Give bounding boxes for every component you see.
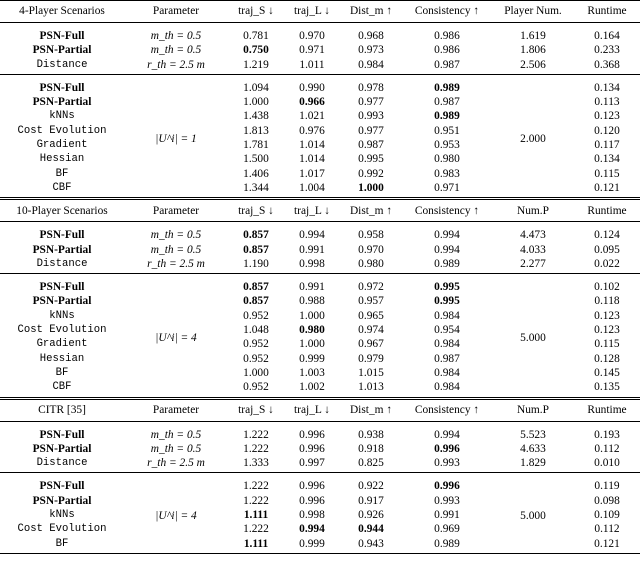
consistency-cell: 0.994: [434, 428, 460, 441]
dist-m-cell: 1.015: [358, 366, 384, 379]
section-header-4-player: [0, 1, 640, 23]
section-header-citr: [0, 398, 640, 421]
consistency-cell: 0.989: [434, 81, 460, 94]
parameter-cell: r_th = 2.5 m: [147, 58, 205, 71]
traj-l-cell: 0.970: [299, 30, 325, 42]
traj-s-cell: 1.333: [243, 457, 269, 470]
runtime-cell: 0.102: [594, 281, 620, 294]
runtime-cell: 0.112: [594, 442, 620, 455]
method-cell-psn-full: PSN-Full: [39, 229, 85, 242]
consistency-cell: 0.984: [434, 309, 460, 322]
consistency-cell: 0.987: [434, 58, 460, 71]
dist-m-cell: 0.992: [358, 167, 384, 180]
runtime-cell: 0.113: [594, 96, 620, 109]
runtime-cell: 0.115: [594, 167, 620, 180]
header-traj-s: traj_S ↓: [228, 398, 284, 421]
method-cell-gradient: Gradient: [36, 338, 88, 351]
traj-l-cell: 1.000: [299, 309, 325, 322]
parameter-cell: m_th = 0.5: [150, 229, 202, 242]
runtime-cell: 0.098: [594, 494, 620, 507]
runtime-cell: 0.123: [594, 309, 620, 322]
consistency-cell: 0.986: [434, 30, 460, 42]
traj-l-cell: 0.999: [299, 352, 325, 365]
parameter-cell: m_th = 0.5: [150, 428, 202, 441]
traj-l-cell: 1.014: [299, 153, 325, 166]
traj-l-cell: 1.002: [299, 381, 325, 394]
consistency-cell: 0.984: [434, 338, 460, 351]
consistency-cell: 0.980: [434, 153, 460, 166]
table-row: [0, 23, 640, 44]
consistency-cell: 0.989: [434, 110, 460, 123]
runtime-cell: 0.121: [594, 537, 620, 550]
traj-s-cell: 0.750: [243, 44, 269, 57]
consistency-cell: 0.994: [434, 243, 460, 256]
consistency-cell: 0.984: [434, 381, 460, 394]
runtime-cell: 0.119: [594, 480, 620, 493]
traj-l-cell: 0.996: [299, 480, 325, 493]
header-traj-s: traj_S ↓: [228, 199, 284, 222]
method-cell-bf: BF: [55, 366, 69, 379]
parameter-cell: |U^i| = 4: [155, 510, 197, 523]
player-num-cell: 5.000: [520, 510, 546, 523]
method-cell-distance: Distance: [36, 58, 88, 71]
method-cell-psn-full: PSN-Full: [39, 428, 85, 441]
header-traj-l: traj_L ↓: [284, 398, 340, 421]
dist-m-cell: 0.984: [358, 58, 384, 71]
dist-m-cell: 0.943: [358, 537, 384, 550]
table-row: [0, 222, 640, 243]
parameter-cell: |U^i| = 1: [155, 132, 197, 145]
dist-m-cell: 1.000: [358, 181, 384, 194]
runtime-cell: 0.145: [594, 366, 620, 379]
dist-m-cell: 0.980: [358, 257, 384, 270]
traj-l-cell: 0.971: [299, 44, 325, 57]
group-fixed-size-methods: [0, 473, 640, 553]
method-cell-cbf: CBF: [52, 181, 72, 194]
consistency-cell: 0.996: [434, 480, 460, 493]
group-threshold-methods: [0, 421, 640, 473]
traj-s-cell: 1.781: [243, 139, 269, 152]
runtime-cell: 0.117: [594, 139, 620, 152]
player-num-cell: 1.619: [520, 30, 546, 42]
dist-m-cell: 0.944: [358, 523, 384, 536]
consistency-cell: 0.994: [434, 229, 460, 242]
traj-l-cell: 0.980: [299, 324, 325, 337]
header-dist-m: Dist_m ↑: [340, 398, 402, 421]
traj-l-cell: 1.014: [299, 139, 325, 152]
runtime-cell: 0.134: [594, 81, 620, 94]
player-num-cell: 4.473: [520, 229, 546, 242]
parameter-cell: |U^i| = 4: [155, 332, 197, 345]
runtime-cell: 0.233: [594, 44, 620, 57]
header-runtime: Runtime: [574, 199, 640, 222]
player-num-cell: 5.523: [520, 428, 546, 441]
traj-l-cell: 1.021: [299, 110, 325, 123]
header-consistency: Consistency ↑: [402, 398, 492, 421]
player-num-cell: 4.633: [520, 442, 546, 455]
traj-l-cell: 0.998: [299, 509, 325, 522]
group-fixed-size-methods: [0, 274, 640, 398]
consistency-cell: 0.986: [434, 44, 460, 57]
method-cell-psn-full: PSN-Full: [39, 281, 85, 294]
method-cell-cbf: CBF: [52, 381, 72, 394]
header-num-p: Num.P: [492, 398, 574, 421]
dist-m-cell: 1.013: [358, 381, 384, 394]
method-cell-distance: Distance: [36, 457, 88, 470]
runtime-cell: 0.109: [594, 509, 620, 522]
method-cell-psn-partial: PSN-Partial: [32, 494, 92, 507]
method-cell-psn-full: PSN-Full: [39, 30, 85, 42]
traj-l-cell: 0.996: [299, 442, 325, 455]
traj-l-cell: 1.011: [299, 58, 325, 71]
traj-s-cell: 1.190: [243, 257, 269, 270]
dist-m-cell: 0.977: [358, 96, 384, 109]
traj-s-cell: 0.781: [243, 30, 269, 42]
consistency-cell: 0.984: [434, 366, 460, 379]
traj-s-cell: 0.857: [243, 281, 269, 294]
traj-l-cell: 0.994: [299, 523, 325, 536]
header-parameter: Parameter: [124, 398, 228, 421]
consistency-cell: 0.996: [434, 442, 460, 455]
dist-m-cell: 0.968: [358, 30, 384, 42]
dist-m-cell: 0.965: [358, 309, 384, 322]
player-num-cell: 2.506: [520, 58, 546, 71]
traj-s-cell: 1.222: [243, 480, 269, 493]
parameter-cell: m_th = 0.5: [150, 442, 202, 455]
traj-l-cell: 0.997: [299, 457, 325, 470]
traj-l-cell: 1.000: [299, 338, 325, 351]
header-dist-m: Dist_m ↑: [340, 1, 402, 23]
dist-m-cell: 0.977: [358, 124, 384, 137]
runtime-cell: 0.368: [594, 58, 620, 71]
consistency-cell: 0.987: [434, 352, 460, 365]
consistency-cell: 0.969: [434, 523, 460, 536]
section-header-10-player: [0, 199, 640, 222]
traj-l-cell: 0.966: [299, 96, 325, 109]
dist-m-cell: 0.993: [358, 110, 384, 123]
traj-s-cell: 1.344: [243, 181, 269, 194]
method-cell-psn-partial: PSN-Partial: [32, 243, 92, 256]
dist-m-cell: 0.973: [358, 44, 384, 57]
table-row: [0, 43, 640, 57]
consistency-cell: 0.993: [434, 457, 460, 470]
header-parameter: Parameter: [124, 199, 228, 222]
dist-m-cell: 0.995: [358, 153, 384, 166]
traj-l-cell: 0.988: [299, 295, 325, 308]
traj-s-cell: 1.219: [243, 58, 269, 71]
traj-s-cell: 1.406: [243, 167, 269, 180]
dist-m-cell: 0.922: [358, 480, 384, 493]
header-traj-l: traj_L ↓: [284, 1, 340, 23]
parameter-cell: m_th = 0.5: [150, 30, 202, 42]
header-dist-m: Dist_m ↑: [340, 199, 402, 222]
runtime-cell: 0.123: [594, 324, 620, 337]
table-row: [0, 58, 640, 75]
consistency-cell: 0.989: [434, 537, 460, 550]
header-traj-l: traj_L ↓: [284, 199, 340, 222]
runtime-cell: 0.022: [594, 257, 620, 270]
dist-m-cell: 0.970: [358, 243, 384, 256]
traj-l-cell: 0.991: [299, 243, 325, 256]
consistency-cell: 0.971: [434, 181, 460, 194]
traj-s-cell: 1.813: [243, 124, 269, 137]
traj-s-cell: 0.952: [243, 309, 269, 322]
group-fixed-size-methods: [0, 74, 640, 198]
consistency-cell: 0.989: [434, 257, 460, 270]
method-cell-bf: BF: [55, 537, 69, 550]
consistency-cell: 0.987: [434, 96, 460, 109]
consistency-cell: 0.993: [434, 494, 460, 507]
consistency-cell: 0.983: [434, 167, 460, 180]
consistency-cell: 0.954: [434, 324, 460, 337]
method-cell-cost-evolution: Cost Evolution: [17, 523, 107, 536]
traj-s-cell: 1.048: [243, 324, 269, 337]
traj-l-cell: 0.996: [299, 428, 325, 441]
traj-s-cell: 1.222: [243, 494, 269, 507]
table-row: [0, 257, 640, 274]
runtime-cell: 0.128: [594, 352, 620, 365]
header-consistency: Consistency ↑: [402, 199, 492, 222]
traj-s-cell: 1.000: [243, 366, 269, 379]
player-num-cell: 1.806: [520, 44, 546, 57]
runtime-cell: 0.123: [594, 110, 620, 123]
runtime-cell: 0.121: [594, 181, 620, 194]
traj-l-cell: 0.990: [299, 81, 325, 94]
traj-l-cell: 1.004: [299, 181, 325, 194]
method-cell-bf: BF: [55, 167, 69, 180]
header-num-p: Num.P: [492, 199, 574, 222]
table-row: [0, 456, 640, 473]
method-cell-psn-full: PSN-Full: [39, 81, 85, 94]
traj-l-cell: 0.976: [299, 124, 325, 137]
traj-s-cell: 1.111: [243, 537, 269, 550]
consistency-cell: 0.951: [434, 124, 460, 137]
group-threshold-methods: [0, 23, 640, 75]
header-parameter: Parameter: [124, 1, 228, 23]
traj-s-cell: 0.952: [243, 338, 269, 351]
method-cell-hessian: Hessian: [39, 153, 85, 166]
player-num-cell: 2.277: [520, 257, 546, 270]
table-row: [0, 243, 640, 257]
traj-s-cell: 1.222: [243, 523, 269, 536]
parameter-cell: r_th = 2.5 m: [147, 257, 205, 270]
table-row: [0, 274, 640, 295]
traj-l-cell: 1.003: [299, 366, 325, 379]
traj-s-cell: 1.438: [243, 110, 269, 123]
consistency-cell: 0.995: [434, 281, 460, 294]
method-cell-knns: kNNs: [49, 110, 75, 123]
method-cell-distance: Distance: [36, 257, 88, 270]
parameter-cell: m_th = 0.5: [150, 44, 202, 57]
runtime-cell: 0.124: [594, 229, 620, 242]
traj-l-cell: 0.999: [299, 537, 325, 550]
traj-s-cell: 1.222: [243, 428, 269, 441]
header-scenario: 10-Player Scenarios: [0, 199, 124, 222]
runtime-cell: 0.112: [594, 523, 620, 536]
player-num-cell: 5.000: [520, 332, 546, 345]
table-row: [0, 442, 640, 456]
traj-l-cell: 0.996: [299, 494, 325, 507]
runtime-cell: 0.193: [594, 428, 620, 441]
dist-m-cell: 0.825: [358, 457, 384, 470]
method-cell-knns: kNNs: [49, 509, 75, 522]
traj-l-cell: 0.991: [299, 281, 325, 294]
traj-s-cell: 0.857: [243, 295, 269, 308]
traj-s-cell: 1.111: [243, 509, 269, 522]
consistency-cell: 0.991: [434, 509, 460, 522]
runtime-cell: 0.134: [594, 153, 620, 166]
dist-m-cell: 0.987: [358, 139, 384, 152]
group-threshold-methods: [0, 222, 640, 274]
header-traj-s: traj_S ↓: [228, 1, 284, 23]
runtime-cell: 0.115: [594, 338, 620, 351]
method-cell-cost-evolution: Cost Evolution: [17, 124, 107, 137]
method-cell-cost-evolution: Cost Evolution: [17, 324, 107, 337]
runtime-cell: 0.095: [594, 243, 620, 256]
runtime-cell: 0.010: [594, 457, 620, 470]
player-num-cell: 1.829: [520, 457, 546, 470]
dist-m-cell: 0.917: [358, 494, 384, 507]
dist-m-cell: 0.967: [358, 338, 384, 351]
player-num-cell: 2.000: [520, 132, 546, 145]
method-cell-psn-partial: PSN-Partial: [32, 44, 92, 57]
dist-m-cell: 0.979: [358, 352, 384, 365]
header-player-num: Player Num.: [492, 1, 574, 23]
method-cell-knns: kNNs: [49, 309, 75, 322]
traj-s-cell: 0.857: [243, 229, 269, 242]
consistency-cell: 0.953: [434, 139, 460, 152]
dist-m-cell: 0.978: [358, 81, 384, 94]
table-row: [0, 473, 640, 494]
dist-m-cell: 0.957: [358, 295, 384, 308]
method-cell-hessian: Hessian: [39, 352, 85, 365]
traj-s-cell: 0.857: [243, 243, 269, 256]
dist-m-cell: 0.972: [358, 281, 384, 294]
method-cell-psn-full: PSN-Full: [39, 480, 85, 493]
dist-m-cell: 0.974: [358, 324, 384, 337]
runtime-cell: 0.135: [594, 381, 620, 394]
header-runtime: Runtime: [574, 1, 640, 23]
traj-l-cell: 0.994: [299, 229, 325, 242]
traj-s-cell: 1.222: [243, 442, 269, 455]
consistency-cell: 0.995: [434, 295, 460, 308]
table-row: [0, 421, 640, 442]
runtime-cell: 0.164: [594, 30, 620, 42]
traj-s-cell: 0.952: [243, 381, 269, 394]
traj-s-cell: 1.000: [243, 96, 269, 109]
parameter-cell: m_th = 0.5: [150, 243, 202, 256]
traj-s-cell: 0.952: [243, 352, 269, 365]
runtime-cell: 0.120: [594, 124, 620, 137]
header-consistency: Consistency ↑: [402, 1, 492, 23]
dist-m-cell: 0.918: [358, 442, 384, 455]
dist-m-cell: 0.958: [358, 229, 384, 242]
method-cell-gradient: Gradient: [36, 139, 88, 152]
parameter-cell: r_th = 2.5 m: [147, 457, 205, 470]
method-cell-psn-partial: PSN-Partial: [32, 442, 92, 455]
dist-m-cell: 0.926: [358, 509, 384, 522]
table-row: [0, 74, 640, 95]
traj-l-cell: 0.998: [299, 257, 325, 270]
traj-s-cell: 1.094: [243, 81, 269, 94]
runtime-cell: 0.118: [594, 295, 620, 308]
traj-s-cell: 1.500: [243, 153, 269, 166]
header-scenario: 4-Player Scenarios: [0, 1, 124, 23]
dist-m-cell: 0.938: [358, 428, 384, 441]
method-cell-psn-partial: PSN-Partial: [32, 96, 92, 109]
header-runtime: Runtime: [574, 398, 640, 421]
method-cell-psn-partial: PSN-Partial: [32, 295, 92, 308]
traj-l-cell: 1.017: [299, 167, 325, 180]
header-scenario: CITR [35]: [0, 398, 124, 421]
player-num-cell: 4.033: [520, 243, 546, 256]
